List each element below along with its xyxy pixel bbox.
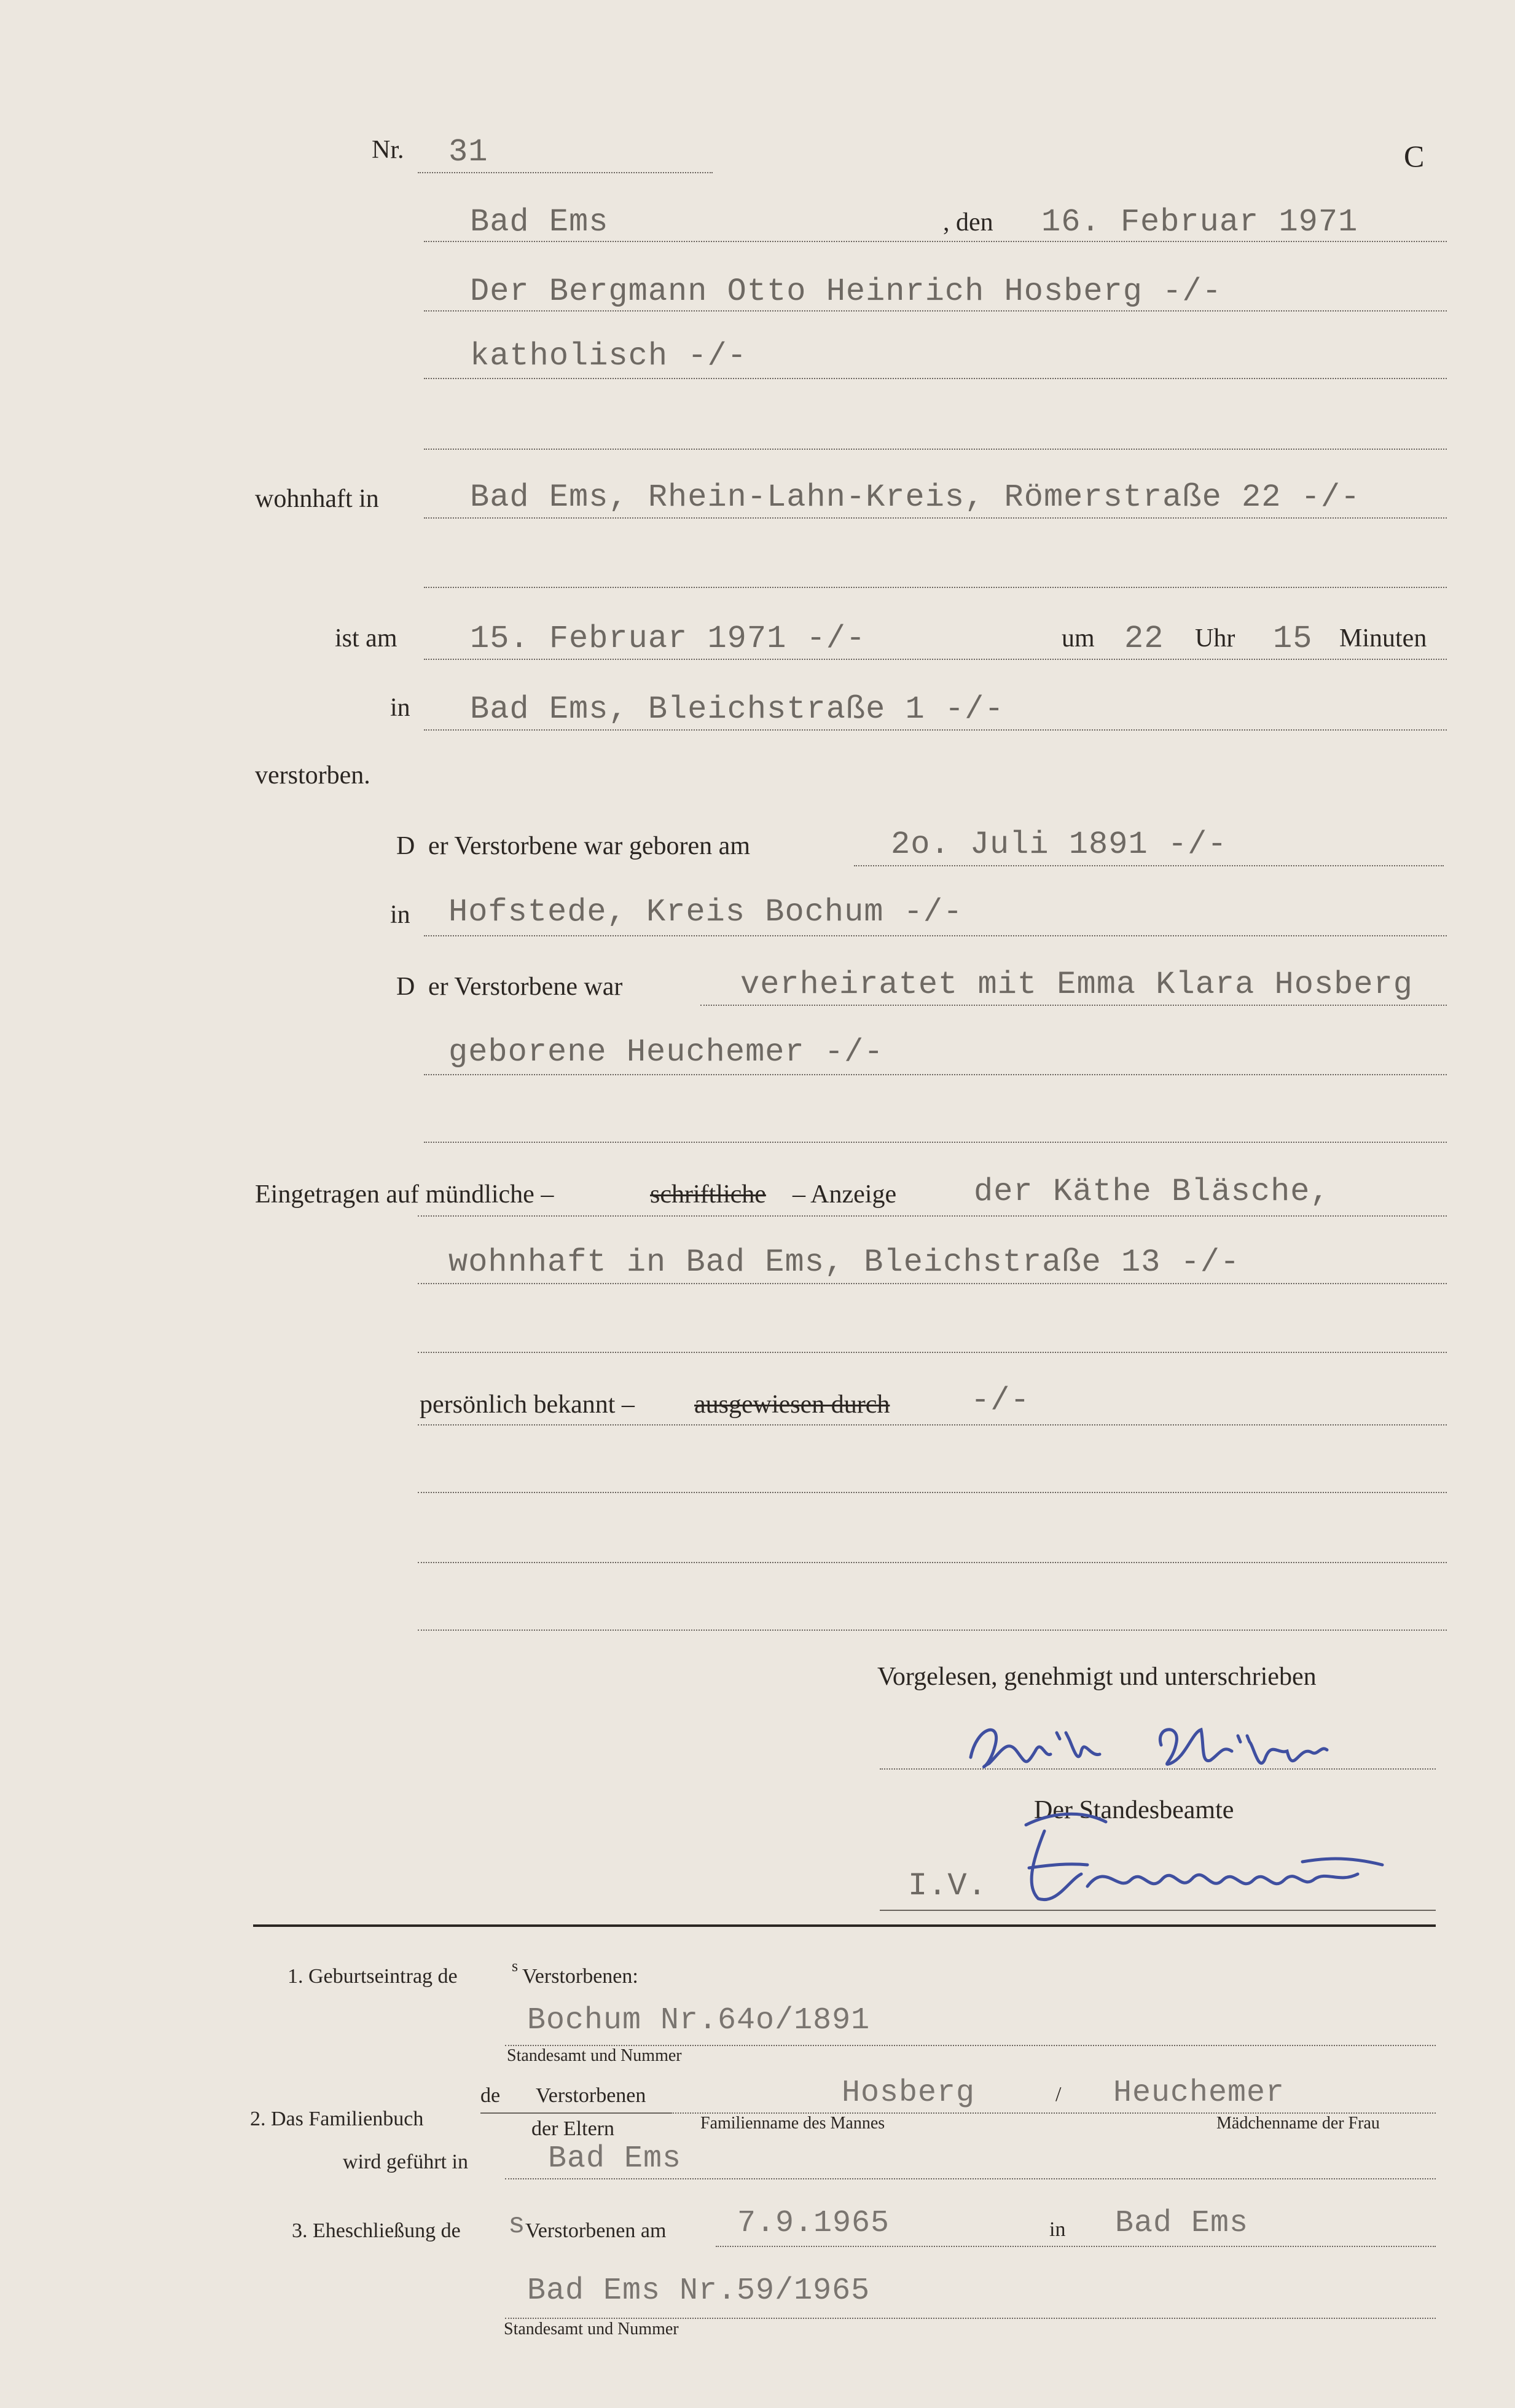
residence-line-1 — [424, 517, 1447, 519]
declarant-signature — [958, 1708, 1438, 1782]
um-label: um — [1062, 624, 1095, 653]
registration-line-3 — [418, 1352, 1447, 1353]
nr-line — [418, 172, 713, 173]
fn2-kept-label: wird geführt in — [343, 2151, 468, 2173]
residence-line-2 — [424, 587, 1447, 588]
marital-value-1: verheiratet mit Emma Klara Hosberg — [740, 967, 1413, 1003]
residence-label: wohnhaft in — [255, 485, 379, 513]
registration-label-struck: schriftliche — [650, 1180, 766, 1209]
blank-line-2 — [418, 1562, 1447, 1563]
person-line-3 — [424, 449, 1447, 450]
minuten-label: Minuten — [1339, 624, 1427, 653]
birth-place-value: Hofstede, Kreis Bochum -/- — [448, 894, 963, 930]
identification-line — [418, 1424, 1447, 1426]
person-religion: katholisch -/- — [470, 338, 747, 374]
fn2-label: 2. Das Familienbuch — [250, 2108, 424, 2130]
fn3-date-line — [716, 2246, 1436, 2247]
fn2-de: de — [480, 2084, 501, 2107]
blank-line-3 — [418, 1630, 1447, 1631]
fn2-slash: / — [1055, 2083, 1062, 2106]
fn2-husband-caption: Familienname des Mannes — [700, 2114, 885, 2133]
fn2-wife-caption: Mädchenname der Frau — [1216, 2114, 1380, 2133]
fn2-kept-line — [505, 2178, 1436, 2179]
fn1-caption: Standesamt und Nummer — [507, 2046, 682, 2065]
uhr-label: Uhr — [1195, 624, 1235, 653]
registrar-signature — [1014, 1806, 1419, 1911]
official-title: Der Standesbeamte — [1034, 1796, 1234, 1824]
fn2-verstorbenen: Verstorbenen — [536, 2084, 646, 2107]
marital-line-3 — [424, 1142, 1447, 1143]
section-divider — [253, 1924, 1436, 1927]
registration-value-2: wohnhaft in Bad Ems, Bleichstraße 13 -/- — [448, 1244, 1240, 1280]
birth-d-prefix: D — [396, 832, 415, 860]
marital-line-2 — [424, 1074, 1447, 1075]
identification-label-start: persönlich bekannt – — [420, 1390, 635, 1419]
registration-value-1: der Käthe Bläsche, — [974, 1174, 1330, 1210]
fn1-value: Bochum Nr.64o/1891 — [527, 2003, 871, 2038]
fn1-superscript: s — [512, 1957, 519, 1975]
fn3-date: 7.9.1965 — [737, 2206, 890, 2241]
fn3-place: Bad Ems — [1115, 2206, 1249, 2241]
death-place-in-label: in — [390, 694, 410, 722]
fn1-rest: Verstorbenen: — [522, 1965, 638, 1988]
death-date-value: 15. Februar 1971 -/- — [470, 621, 866, 657]
fn3-line — [505, 2318, 1436, 2319]
identification-value: -/- — [971, 1382, 1030, 1419]
person-line-2 — [424, 378, 1447, 379]
marital-line-1 — [700, 1005, 1447, 1006]
birth-place-in-label: in — [390, 901, 410, 929]
person-line-1 — [424, 310, 1447, 312]
marital-value-2: geborene Heuchemer -/- — [448, 1034, 884, 1070]
corner-letter: C — [1404, 139, 1425, 173]
date-value: 16. Februar 1971 — [1041, 204, 1358, 240]
fn2-der-eltern: der Eltern — [531, 2117, 614, 2140]
registration-line-1 — [418, 1215, 1447, 1217]
verstorben-label: verstorben. — [255, 761, 370, 790]
death-date-label: ist am — [335, 624, 397, 653]
death-date-line — [424, 659, 1447, 660]
death-place-line — [424, 729, 1447, 731]
birth-date-line — [854, 865, 1444, 866]
marital-d-prefix: D — [396, 973, 415, 1001]
minute-value: 15 — [1273, 621, 1313, 657]
fn1-label: 1. Geburtseintrag de — [288, 1965, 458, 1988]
identification-label-struck: ausgewiesen durch — [694, 1390, 890, 1419]
birth-place-line — [424, 935, 1447, 936]
residence-value: Bad Ems, Rhein-Lahn-Kreis, Römerstraße 22 -/- — [470, 479, 1361, 516]
fn2-husband-value: Hosberg — [842, 2076, 976, 2111]
nr-value: 31 — [448, 134, 488, 170]
hour-value: 22 — [1124, 621, 1164, 657]
person-name: Der Bergmann Otto Heinrich Hosberg -/- — [470, 273, 1222, 310]
fn3-in: in — [1049, 2218, 1066, 2241]
iv-label: I.V. — [908, 1868, 987, 1904]
birth-date-value: 2o. Juli 1891 -/- — [891, 826, 1227, 863]
fn2-wife-value: Heuchemer — [1113, 2076, 1285, 2111]
registration-label-start: Eingetragen auf mündliche – — [255, 1180, 554, 1209]
fn3-s: s — [508, 2209, 526, 2241]
fn3-rest: Verstorbenen am — [525, 2219, 667, 2242]
registration-label-end: – Anzeige — [793, 1180, 897, 1209]
date-prefix: , den — [943, 208, 993, 237]
birth-label: er Verstorbene war geboren am — [428, 832, 750, 860]
death-place-value: Bad Ems, Bleichstraße 1 -/- — [470, 691, 1004, 727]
fn3-value: Bad Ems Nr.59/1965 — [527, 2273, 871, 2308]
fn3-label: 3. Eheschließung de — [292, 2219, 461, 2242]
blank-line-1 — [418, 1492, 1447, 1493]
place-value: Bad Ems — [470, 204, 609, 240]
fn2-fraction-line — [480, 2112, 671, 2114]
registration-line-2 — [418, 1283, 1447, 1284]
closing-statement: Vorgelesen, genehmigt und unterschrieben — [877, 1663, 1317, 1691]
marital-label: er Verstorbene war — [428, 973, 623, 1001]
fn3-caption: Standesamt und Nummer — [504, 2320, 679, 2339]
nr-label: Nr. — [372, 136, 404, 164]
fn2-kept-value: Bad Ems — [548, 2141, 682, 2176]
place-date-line — [424, 241, 1447, 242]
